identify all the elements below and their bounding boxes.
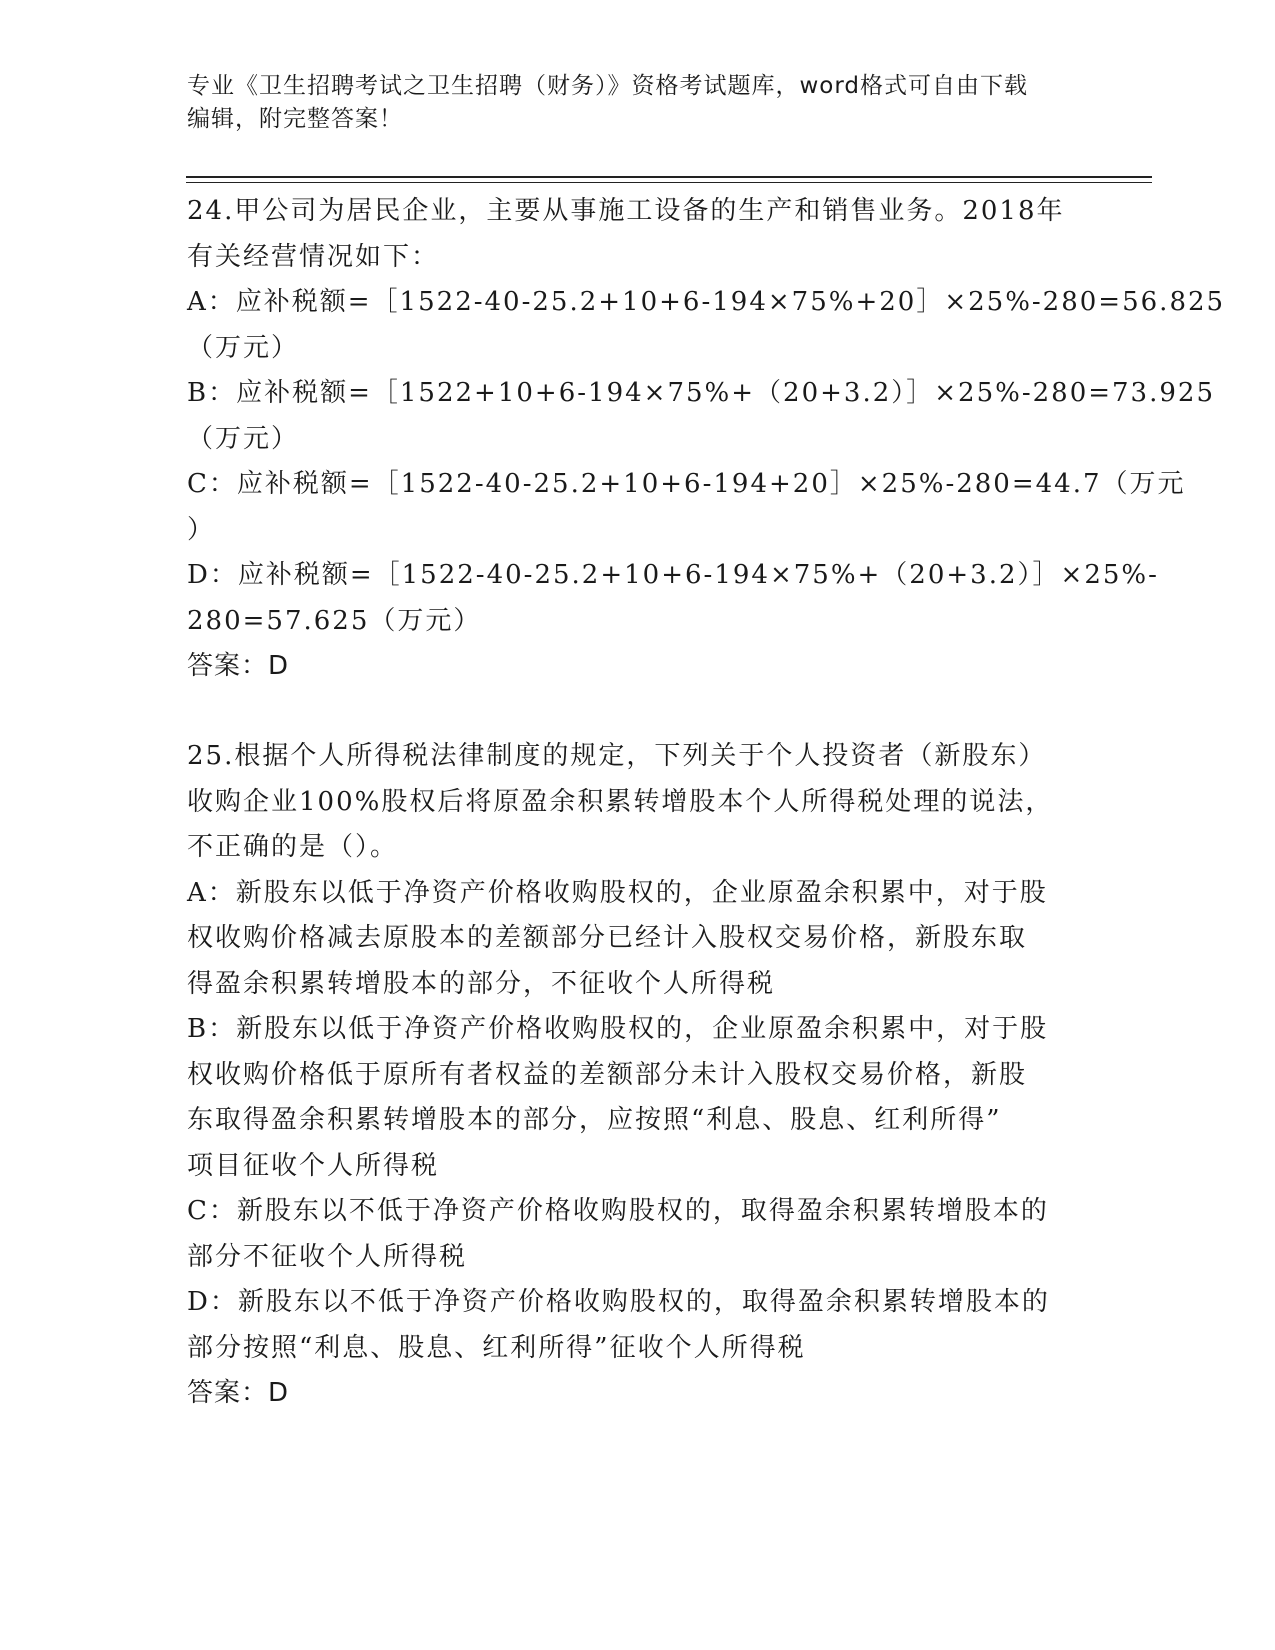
option-a-line: A：新股东以低于净资产价格收购股权的，企业原盈余积累中，对于股 [187, 877, 1048, 908]
answer-label: 答案：D [187, 651, 290, 681]
option-c-line: 部分不征收个人所得税 [187, 1241, 468, 1272]
question-25 [187, 734, 1087, 1416]
header-line-1: 专业《卫生招聘考试之卫生招聘（财务）》资格考试题库，word格式可自由下载 [187, 73, 1029, 99]
document-header [187, 70, 1057, 136]
option-d-line: D：应补税额=［1522-40-25.2+10+6-194×75%+（20+3.2）］×25%- [187, 560, 1159, 590]
option-c-line: ） [187, 514, 216, 545]
option-c-line: C：应补税额=［1522-40-25.2+10+6-194+20］×25%-280=44.7（万元 [187, 469, 1186, 499]
header-rule-thick [186, 176, 1152, 178]
question-list [187, 189, 1226, 1416]
question-spacer [187, 689, 1087, 734]
option-a-line: A：应补税额=［1522-40-25.2+10+6-194×75%+20］×25%-280=56.825 [187, 287, 1226, 317]
question-stem-line: 25.根据个人所得税法律制度的规定，下列关于个人投资者（新股东） [187, 741, 1047, 771]
option-b-line: 权收购价格低于原所有者权益的差额部分未计入股权交易价格，新股 [187, 1059, 1028, 1090]
option-a-line: 得盈余积累转增股本的部分，不征收个人所得税 [187, 968, 776, 999]
question-24 [187, 189, 1226, 689]
option-c-line: C：新股东以不低于净资产价格收购股权的，取得盈余积累转增股本的 [187, 1196, 1049, 1226]
option-d-line: 280=57.625（万元） [187, 605, 482, 636]
option-b-line: 东取得盈余积累转增股本的部分，应按照“利息、股息、红利所得” [187, 1105, 1002, 1135]
option-a-line: （万元） [187, 332, 300, 363]
question-stem-line: 收购企业100%股权后将原盈余积累转增股本个人所得税处理的说法， [187, 786, 1054, 817]
header-line-2: 编辑，附完整答案！ [187, 106, 403, 132]
option-d-line: 部分按照“利息、股息、红利所得”征收个人所得税 [187, 1332, 806, 1363]
option-d-line: D：新股东以不低于净资产价格收购股权的，取得盈余积累转增股本的 [187, 1287, 1050, 1317]
option-b-line: （万元） [187, 423, 300, 454]
header-rule-thin [186, 182, 1152, 183]
question-stem-line: 有关经营情况如下： [187, 241, 440, 272]
question-stem-line: 24.甲公司为居民企业，主要从事施工设备的生产和销售业务。2018年 [187, 196, 1065, 226]
option-b-line: 项目征收个人所得税 [187, 1150, 440, 1181]
option-a-line: 权收购价格减去原股本的差额部分已经计入股权交易价格，新股东取 [187, 923, 1028, 953]
question-stem-line: 不正确的是（）。 [187, 832, 399, 862]
option-b-line: B：新股东以低于净资产价格收购股权的，企业原盈余积累中，对于股 [187, 1014, 1049, 1044]
answer-label: 答案：D [187, 1378, 290, 1408]
option-b-line: B：应补税额=［1522+10+6-194×75%+（20+3.2）］×25%-280=73.925 [187, 378, 1215, 408]
